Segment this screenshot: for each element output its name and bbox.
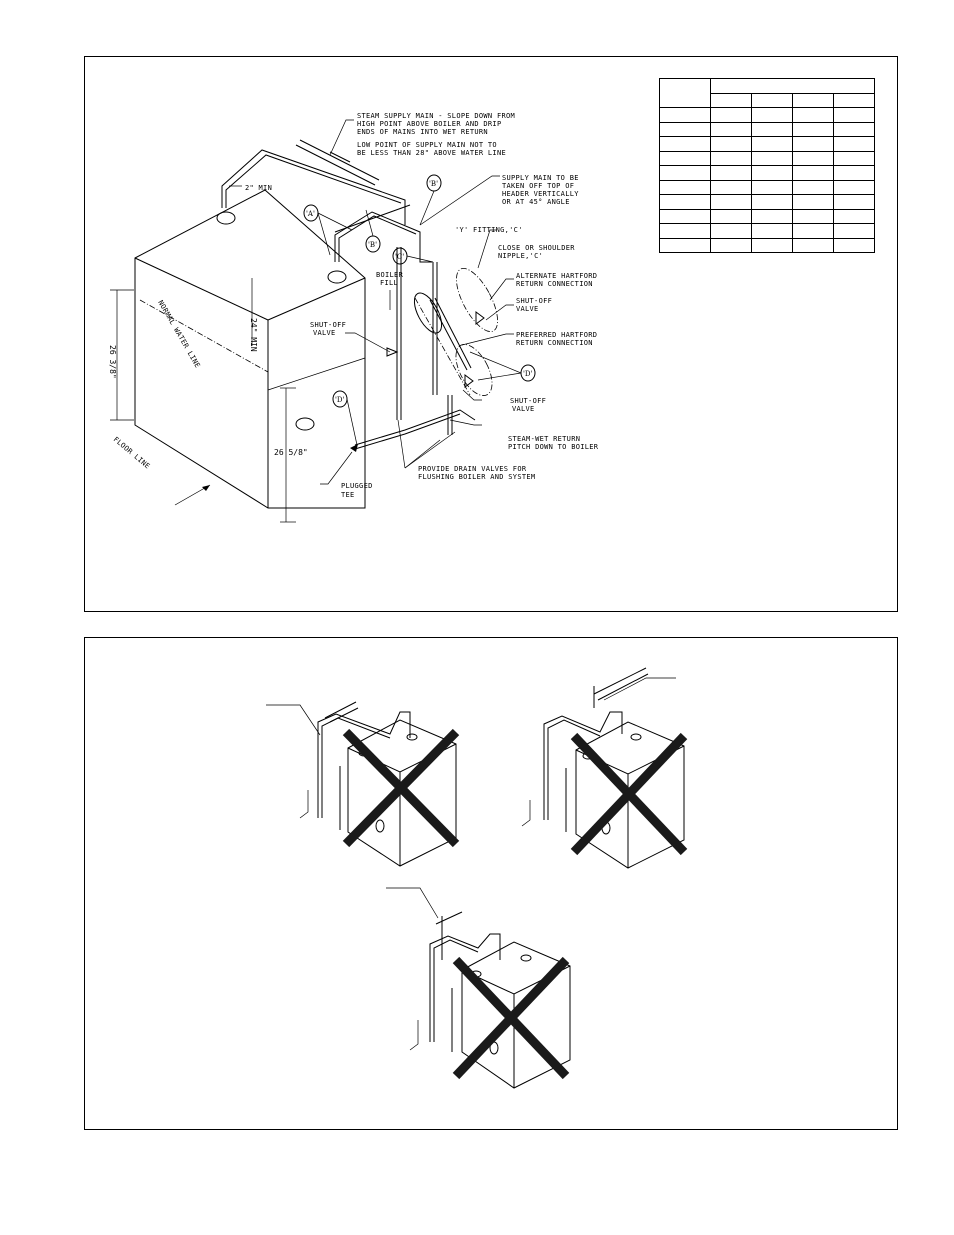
table-cell bbox=[834, 137, 875, 152]
table-cell bbox=[660, 108, 711, 123]
label-shutoff-1b: VALVE bbox=[516, 305, 539, 313]
table-cell bbox=[793, 209, 834, 224]
label-alt-hartford-2: RETURN CONNECTION bbox=[516, 280, 593, 288]
table-cell bbox=[660, 180, 711, 195]
label-low-point-2: BE LESS THAN 28" ABOVE WATER LINE bbox=[357, 149, 506, 157]
table-cell bbox=[660, 122, 711, 137]
leader-lines bbox=[229, 120, 514, 484]
table-cell bbox=[834, 209, 875, 224]
label-y-fitting: 'Y' FITTING,'C' bbox=[455, 226, 523, 234]
label-plugged-tee-1: PLUGGED bbox=[341, 482, 373, 490]
label-preferred-hartford-1: PREFERRED HARTFORD bbox=[516, 331, 598, 339]
table-cell bbox=[834, 166, 875, 181]
table-cell bbox=[752, 238, 793, 253]
table-cell bbox=[711, 166, 752, 181]
table-cell bbox=[752, 180, 793, 195]
table-cell bbox=[752, 137, 793, 152]
table-cell bbox=[660, 195, 711, 210]
tag-b-1: 'B' bbox=[368, 241, 377, 249]
table-cell bbox=[711, 122, 752, 137]
table-row bbox=[660, 137, 875, 152]
label-shutoff-3a: SHUT-OFF bbox=[510, 397, 547, 405]
table-cell bbox=[793, 122, 834, 137]
table-cell bbox=[711, 93, 752, 108]
table-cell bbox=[834, 224, 875, 239]
table-cell bbox=[793, 151, 834, 166]
table-cell bbox=[834, 93, 875, 108]
table-row bbox=[660, 166, 875, 181]
table-row bbox=[660, 79, 875, 94]
label-shutoff-1a: SHUT-OFF bbox=[516, 297, 553, 305]
label-drain-2: FLUSHING BOILER AND SYSTEM bbox=[418, 473, 536, 481]
table-cell bbox=[793, 166, 834, 181]
table-cell bbox=[834, 122, 875, 137]
table-cell bbox=[660, 79, 711, 108]
table-cell bbox=[711, 137, 752, 152]
table-cell bbox=[711, 224, 752, 239]
table-cell bbox=[834, 108, 875, 123]
label-drain-1: PROVIDE DRAIN VALVES FOR bbox=[418, 465, 527, 473]
label-supply-takeoff-2: TAKEN OFF TOP OF bbox=[502, 182, 575, 190]
label-dim-front: 26 5/8" bbox=[274, 448, 308, 457]
table-row bbox=[660, 180, 875, 195]
label-24-min: 24" MIN bbox=[249, 318, 258, 352]
tag-d-1: 'D' bbox=[335, 396, 345, 404]
tag-c: 'C' bbox=[395, 253, 405, 261]
label-close-nipple-1: CLOSE OR SHOULDER bbox=[498, 244, 575, 252]
table-cell bbox=[711, 180, 752, 195]
tag-b-2: 'B' bbox=[429, 180, 438, 188]
tag-bubbles bbox=[304, 175, 535, 445]
label-boiler-fill-1: BOILER bbox=[376, 271, 404, 279]
table-cell bbox=[660, 151, 711, 166]
table-cell bbox=[752, 195, 793, 210]
table-cell bbox=[752, 209, 793, 224]
table-cell bbox=[793, 195, 834, 210]
label-alt-hartford-1: ALTERNATE HARTFORD bbox=[516, 272, 598, 280]
table-cell bbox=[711, 209, 752, 224]
tag-a: 'A' bbox=[306, 210, 315, 218]
table-cell bbox=[752, 151, 793, 166]
label-2-min: 2" MIN bbox=[245, 184, 273, 192]
table-cell bbox=[752, 93, 793, 108]
spec-table bbox=[659, 78, 875, 253]
table-cell bbox=[660, 166, 711, 181]
table-cell bbox=[834, 195, 875, 210]
label-floor-line: FLOOR LINE bbox=[111, 435, 152, 471]
table-cell bbox=[711, 79, 875, 94]
label-shutoff-2b: VALVE bbox=[313, 329, 336, 337]
table-cell bbox=[711, 108, 752, 123]
label-steam-main-2: HIGH POINT ABOVE BOILER AND DRIP bbox=[357, 120, 502, 128]
table-cell bbox=[660, 209, 711, 224]
callout-labels bbox=[108, 112, 599, 499]
incorrect-piping-panel bbox=[84, 637, 898, 1130]
table-cell bbox=[793, 137, 834, 152]
table-cell bbox=[711, 195, 752, 210]
table-cell bbox=[793, 238, 834, 253]
table-cell bbox=[711, 151, 752, 166]
table-cell bbox=[793, 108, 834, 123]
label-wet-return-1: STEAM-WET RETURN bbox=[508, 435, 581, 443]
label-shutoff-3b: VALVE bbox=[512, 405, 535, 413]
table-cell bbox=[834, 151, 875, 166]
table-row bbox=[660, 122, 875, 137]
table-cell bbox=[793, 93, 834, 108]
tag-labels bbox=[306, 180, 533, 404]
label-normal-water-line: NORMAL WATER LINE bbox=[156, 299, 202, 370]
tag-d-2: 'D' bbox=[523, 370, 533, 378]
table-cell bbox=[660, 238, 711, 253]
table-cell bbox=[834, 238, 875, 253]
table-row bbox=[660, 195, 875, 210]
label-steam-main-3: ENDS OF MAINS INTO WET RETURN bbox=[357, 128, 488, 136]
table-cell bbox=[793, 224, 834, 239]
label-low-point-1: LOW POINT OF SUPPLY MAIN NOT TO bbox=[357, 141, 497, 149]
table-row bbox=[660, 108, 875, 123]
table-cell bbox=[752, 122, 793, 137]
table-cell bbox=[711, 238, 752, 253]
table-cell bbox=[752, 224, 793, 239]
table-cell bbox=[834, 180, 875, 195]
table-cell bbox=[793, 180, 834, 195]
table-cell bbox=[752, 166, 793, 181]
label-plugged-tee-2: TEE bbox=[341, 491, 355, 499]
table-row bbox=[660, 224, 875, 239]
table-cell bbox=[752, 108, 793, 123]
label-close-nipple-2: NIPPLE,'C' bbox=[498, 252, 544, 260]
label-steam-main-1: STEAM SUPPLY MAIN - SLOPE DOWN FROM bbox=[357, 112, 516, 120]
table-row bbox=[660, 151, 875, 166]
label-wet-return-2: PITCH DOWN TO BOILER bbox=[508, 443, 599, 451]
table-row bbox=[660, 238, 875, 253]
table-cell bbox=[660, 137, 711, 152]
label-boiler-fill-2: FILL bbox=[380, 279, 399, 287]
table-cell bbox=[660, 224, 711, 239]
label-preferred-hartford-2: RETURN CONNECTION bbox=[516, 339, 593, 347]
label-dim-left: 26 3/8" bbox=[108, 345, 117, 379]
label-shutoff-2a: SHUT-OFF bbox=[310, 321, 347, 329]
table-row bbox=[660, 209, 875, 224]
label-supply-takeoff-1: SUPPLY MAIN TO BE bbox=[502, 174, 579, 182]
label-supply-takeoff-4: OR AT 45° ANGLE bbox=[502, 198, 570, 206]
label-supply-takeoff-3: HEADER VERTICALLY bbox=[502, 190, 579, 198]
